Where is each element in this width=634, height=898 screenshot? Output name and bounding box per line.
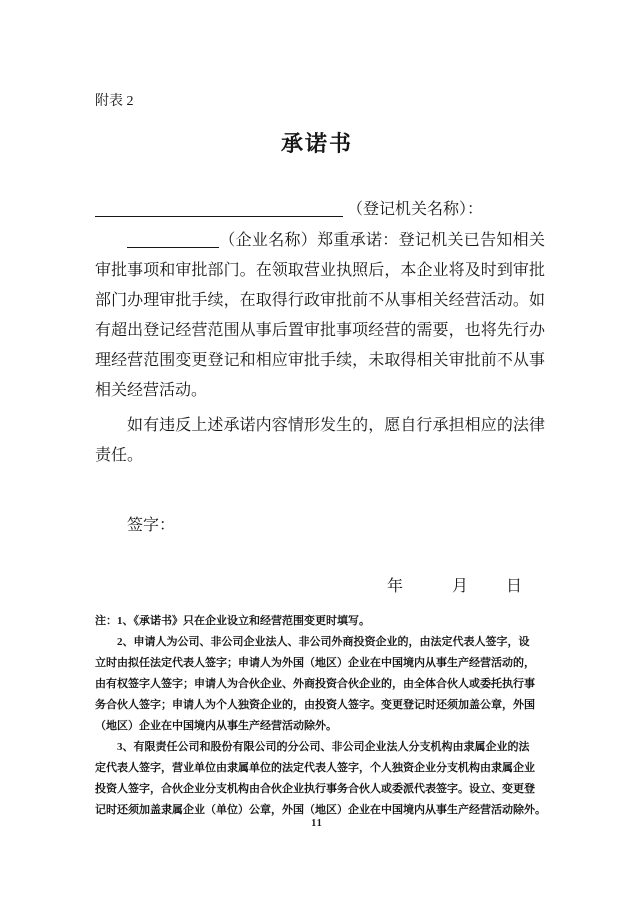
note-line: 3、有限责任公司和股份有限公司的分公司、非公司企业法人分支机构由隶属企业的法 [117,741,530,753]
note-line: （地区）企业在中国境内从事生产经营活动除外。 [95,720,337,732]
date-year-label: 年 [386,578,403,595]
paragraph-commitment [95,226,545,406]
company-name-blank[interactable] [127,231,219,248]
recipient-line [95,200,595,220]
note-line: 由有权签字人签字；申请人为合伙企业、外商投资合伙企业的，由全体合伙人或委托执行事 [95,678,535,690]
paragraph-liability: 如有违反上述承诺内容情形发生的，愿自行承担相应的法律责任。 [95,417,545,464]
date-day-label: 日 [505,578,522,595]
commitment-body [95,226,545,471]
appendix-label: 附表 2 [95,94,134,109]
signature-label: 签字： [127,517,176,534]
note-line: 务合伙人签字；申请人为个人独资企业的，由投资人签字。变更登记时还须加盖公章，外国 [95,699,535,711]
date-month-label: 月 [451,578,468,595]
note-line: 投资人签字，合伙企业分支机构由合伙企业执行事务合伙人或委派代表签字。设立、变更登 [95,783,535,795]
notes-block [95,611,557,821]
doc-title: 承诺书 [280,131,353,156]
page-number: 11 [311,818,323,829]
registry-authority-name-blank[interactable] [95,200,343,217]
note-line: 注：1、《承诺书》只在企业设立和经营范围变更时填写。 [95,615,370,627]
note-line: 定代表人签字，营业单位由隶属单位的法定代表人签字，个人独资企业分支机构由隶属企业 [95,762,535,774]
note-line: 立时由拟任法定代表人签字；申请人为外国（地区）企业在中国境内从事生产经营活动的， [95,657,535,669]
recipient-label: （登记机关名称）： [347,201,484,218]
note-line: 2、申请人为公司、非公司企业法人、非公司外商投资企业的，由法定代表人签字，设 [117,636,530,648]
note-line: 记时还须加盖隶属企业（单位）公章，外国（地区）企业在中国境内从事生产经营活动除外。 [95,804,546,816]
date-line [95,577,545,597]
paragraph-commitment-text: （企业名称）郑重承诺：登记机关已告知相关审批事项和审批部门。在领取营业执照后，本企业将及时到审批部门办理审批手续，在取得行政审批前不从事相关经营活动。如有超出登记经营范围从事后置审批事项经营的需要，也将先行办理经营范围变更登记和相应审批手续，未取得相关审批前不从事相关经营活动。 [95,232,545,399]
